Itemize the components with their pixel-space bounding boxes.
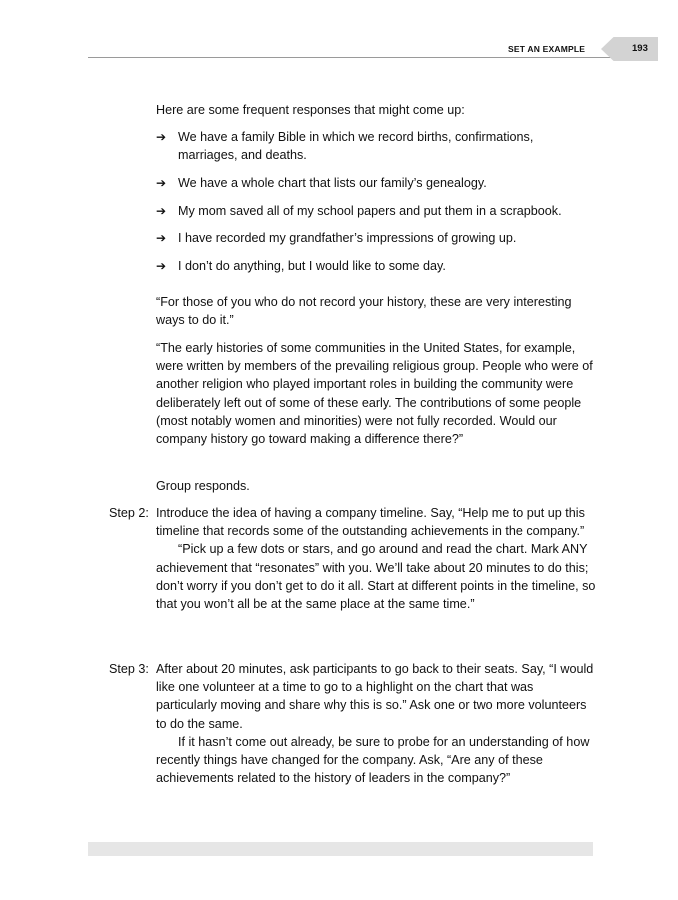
step-label: Step 2:: [109, 506, 149, 520]
response-text: I don’t do anything, but I would like to some day.: [178, 259, 446, 273]
step-paragraph: Introduce the idea of having a company timeline. Say, “Help me to put up this timeline that records some of the outstanding achievements in the company.”: [156, 506, 585, 539]
step-label: Step 3:: [109, 662, 149, 676]
response-item: [156, 229, 596, 247]
arrow-bullet-icon: ➔: [156, 130, 167, 144]
response-item: [156, 128, 596, 164]
step-paragraph: “Pick up a few dots or stars, and go around and read the chart. Mark ANY achievement that “resonates” with you. We’ll take about 20 minutes to do this; don’t worry if you don’t get to do it all. Start at different points in the timeline, so that you won’t all be at the same place at the same time.”: [156, 542, 596, 612]
group-responds: Group responds.: [156, 479, 250, 493]
quote-paragraph: “For those of you who do not record your history, these are very interesting ways to do it.”: [156, 295, 572, 328]
response-text: My mom saved all of my school papers and put them in a scrapbook.: [178, 204, 562, 218]
response-text: I have recorded my grandfather’s impressions of growing up.: [178, 231, 517, 245]
step-paragraph: After about 20 minutes, ask participants to go back to their seats. Say, “I would like one volunteer at a time to go to a highlight on the chart that was particularly moving and share why this is so.” Ask one or two more volunteers to do the same.: [156, 662, 594, 731]
quote-paragraph: “The early histories of some communities in the United States, for example, were written by members of the prevailing religious group. People who were of another religion who played important roles in building the community were deliberately left out of some of these early. The contributions of some people (most notably women and minorities) were not fully recorded. Would our company history go toward making a difference there?”: [156, 341, 593, 447]
step-body: [156, 660, 596, 787]
response-item: [156, 174, 596, 192]
response-item: [156, 257, 596, 275]
step-body: [156, 504, 596, 613]
intro-paragraph: Here are some frequent responses that might come up:: [156, 103, 465, 117]
header-rule: [88, 57, 630, 58]
arrow-bullet-icon: ➔: [156, 176, 167, 190]
running-head: SET AN EXAMPLE: [508, 44, 586, 54]
arrow-bullet-icon: ➔: [156, 231, 167, 245]
footer-bar: [88, 842, 593, 856]
step-paragraph: If it hasn’t come out already, be sure to probe for an understanding of how recently things have changed for the company. Ask, “Are any of these achievements related to the history of leaders in the company?”: [156, 734, 590, 786]
page-number: 193: [632, 43, 648, 54]
response-item: [156, 202, 596, 220]
arrow-bullet-icon: ➔: [156, 259, 167, 273]
response-text: We have a whole chart that lists our family’s genealogy.: [178, 176, 487, 190]
response-text: We have a family Bible in which we record births, confirmations, marriages, and deaths.: [178, 130, 534, 163]
arrow-bullet-icon: ➔: [156, 204, 167, 218]
